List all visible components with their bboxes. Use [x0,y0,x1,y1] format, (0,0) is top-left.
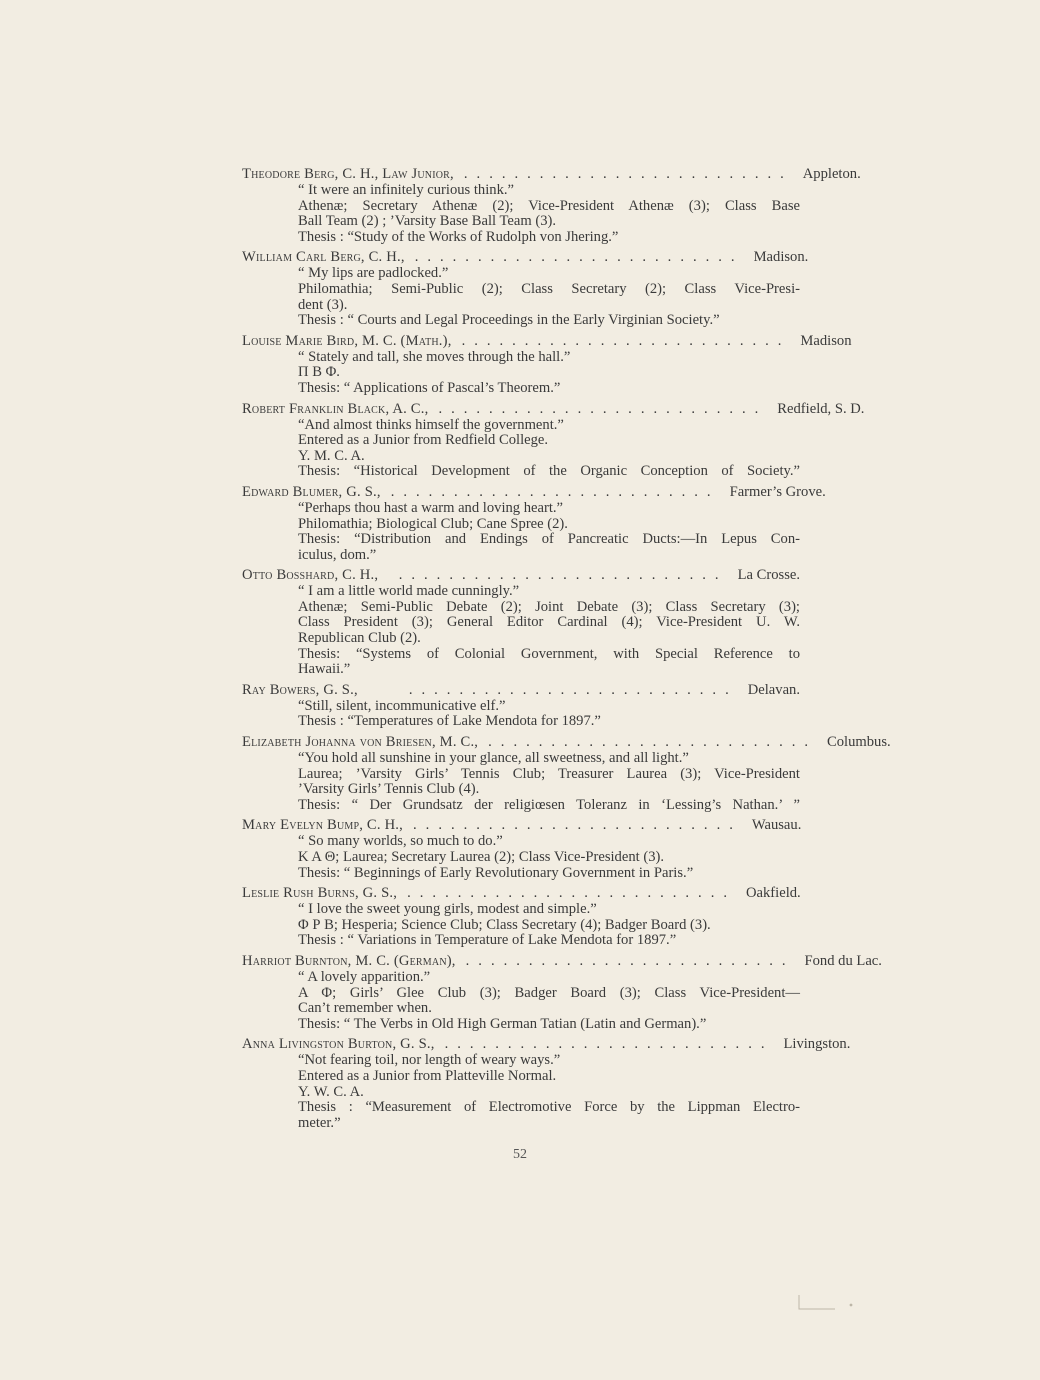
entry-line: iculus, dom.” [298,546,377,563]
leader-dots: .......................... [438,400,768,417]
entry-thesis: Thesis : “Measurement of Electromotive Force by the Lippman Electro- [298,1099,800,1116]
leader-dots: .......................... [414,249,744,266]
entry-thesis: Thesis: “Distribution and Endings of Pancreatic Ducts:—In Lepus Con- [298,531,800,548]
entry [242,567,800,678]
entries-list [242,166,891,1135]
entry-line: Can’t remember when. [298,1000,432,1017]
entry-line: Ball Team (2) ; ’Varsity Base Ball Team (3). [298,213,557,230]
entry-thesis: Thesis: “ Applications of Pascal’s Theorem.” [298,379,561,396]
entry-thesis: Thesis: “Historical Development of the Organic Conception of Society.” [298,463,800,480]
entry-town: Delavan. [747,681,800,698]
entry-line: meter.” [298,1114,341,1131]
entry-name: Otto Bosshard, C. H., [242,567,379,584]
entry-thesis: Thesis : “Temperatures of Lake Mendota for 1897.” [298,713,601,730]
entry [242,249,809,329]
entry-thesis: Thesis: “ Beginnings of Early Revolutionary Government in Paris.” [298,864,694,881]
entry-line: Κ Α Θ; Laurea; Secretary Laurea (2); Class Vice-President (3). [298,849,664,865]
entry-name: Leslie Rush Burns, G. S., [242,885,398,902]
entry-quote: “ I am a little world made cunningly.” [298,583,520,600]
leader-dots: .......................... [398,567,728,584]
entry-town: Madison. [753,249,809,266]
leader-dots: .......................... [488,734,818,751]
entry-quote: “Still, silent, incommunicative elf.” [298,697,506,714]
entry-heading [242,817,800,834]
entry-quote: “Not fearing toil, nor length of weary ways.” [298,1052,561,1069]
entry-town: Redfield, S. D. [777,400,865,417]
entry-line: Athenæ; Semi-Public Debate (2); Joint Debate (3); Class Secretary (3); [298,598,800,615]
entry-name: William Carl Berg, C. H., [242,249,405,266]
entry-name: Edward Blumer, G. S., [242,483,381,500]
entry-town: Madison [800,332,852,349]
entry-town: Farmer’s Grove. [729,483,826,500]
entry-name: Robert Franklin Black, A. C., [242,400,429,417]
entry-name: Ray Bowers, G. S., [242,681,358,698]
entry-line: ’Varsity Girls’ Tennis Club (4). [298,781,480,798]
pencil-mark-icon [795,1293,855,1313]
entry-name: Elizabeth Johanna von Briesen, M. C., [242,734,479,751]
entry-thesis: Thesis: “ The Verbs in Old High German Tatian (Latin and German).” [298,1015,707,1032]
entry-heading [242,734,891,751]
entry-line: Class President (3); General Editor Cardinal (4); Vice-President U. W. [298,614,800,631]
leader-dots: .......................... [390,483,720,500]
entry-heading [242,567,800,584]
entry-thesis: Thesis : “Study of the Works of Rudolph von Jhering.” [298,228,619,245]
entry-quote: “ So many worlds, so much to do.” [298,833,503,850]
entry-line: Philomathia; Semi-Public (2); Class Secretary (2); Class Vice-Presi- [298,280,800,297]
entry-heading [242,1036,851,1053]
leader-dots: .......................... [465,952,795,969]
entry-thesis: Thesis: “ Der Grundsatz der religiœsen Toleranz in ‘Lessing’s Nathan.’ ” [298,796,800,813]
page-number: 52 [513,1147,527,1162]
entry-name: Harriot Burnton, M. C. (German), [242,952,456,969]
entry-line: Y. M. C. A. [298,447,365,464]
entry-heading [242,682,800,699]
leader-dots: .......................... [408,681,738,698]
entry-line: Α Φ; Girls’ Glee Club (3); Badger Board (3); Class Vice-President— [298,984,800,1001]
entry-town: Fond du Lac. [804,952,882,969]
entry-town: La Crosse. [737,567,800,584]
entry [242,1036,851,1131]
entry-thesis: Thesis: “Systems of Colonial Government, with Special Reference to [298,645,800,662]
entry [242,400,865,480]
entry-quote: “Perhaps thou hast a warm and loving heart.” [298,499,564,516]
entry-heading [242,166,861,183]
entry-quote: “And almost thinks himself the government.” [298,416,564,433]
entry-line: Entered as a Junior from Platteville Normal. [298,1067,557,1084]
leader-dots: .......................... [413,817,742,834]
entry [242,332,852,397]
entry [242,483,826,563]
entry-name: Anna Livingston Burton, G. S., [242,1036,435,1053]
leader-dots: .......................... [463,166,793,182]
entry-heading [242,483,826,501]
entry-quote: “ It were an infinitely curious think.” [298,182,514,198]
entry-line: Entered as a Junior from Redfield College. [298,432,549,449]
entry-town: Columbus. [827,734,891,751]
leader-dots: .......................... [407,885,736,902]
entry-heading [242,400,865,418]
entry-town: Appleton. [802,166,861,182]
entry-name: Mary Evelyn Bump, C. H., [242,817,404,834]
entry-line: Republican Club (2). [298,630,421,647]
entry-line: Philomathia; Biological Club; Cane Spree (2). [298,515,568,532]
entry-heading [242,249,809,266]
entry-town: Oakfield. [745,885,801,902]
entry-quote: “ My lips are padlocked.” [298,265,449,282]
entry-line: Φ Ρ Β; Hesperia; Science Club; Class Secretary (4); Badger Board (3). [298,916,711,933]
leader-dots: .......................... [444,1036,774,1053]
entry [242,952,882,1032]
entry-line: Laurea; ’Varsity Girls’ Tennis Club; Treasurer Laurea (3); Vice-President [298,765,800,782]
entry-line: dent (3). [298,296,348,313]
entry-heading [242,332,852,350]
entry-quote: “You hold all sunshine in your glance, all sweetness, and all light.” [298,750,689,767]
entry-heading [242,885,800,902]
leader-dots: .......................... [461,332,791,349]
entry-quote: “ I love the sweet young girls, modest and simple.” [298,901,597,918]
entry-line: Athenæ; Secretary Athenæ (2); Vice-President Athenæ (3); Class Base [298,197,800,214]
entry-name: Louise Marie Bird, M. C. (Math.), [242,332,452,349]
entry [242,817,800,881]
entry [242,166,861,245]
entry-name: Theodore Berg, C. H., Law Junior, [242,166,454,182]
entry-town: Livingston. [783,1036,851,1053]
entry [242,885,800,949]
entry-line: Y. W. C. A. [298,1083,364,1100]
entry-line: Hawaii.” [298,661,351,678]
entry-quote: “ Stately and tall, she moves through the hall.” [298,348,571,365]
entry-thesis: Thesis : “ Courts and Legal Proceedings in the Early Virginian Society.” [298,312,720,329]
entry [242,734,891,813]
entry-thesis: Thesis : “ Variations in Temperature of Lake Mendota for 1897.” [298,932,677,949]
entry-town: Wausau. [751,817,802,834]
entry-heading [242,952,882,970]
entry [242,682,800,730]
entry-line: Π Β Φ. [298,364,340,381]
entry-quote: “ A lovely apparition.” [298,968,431,985]
